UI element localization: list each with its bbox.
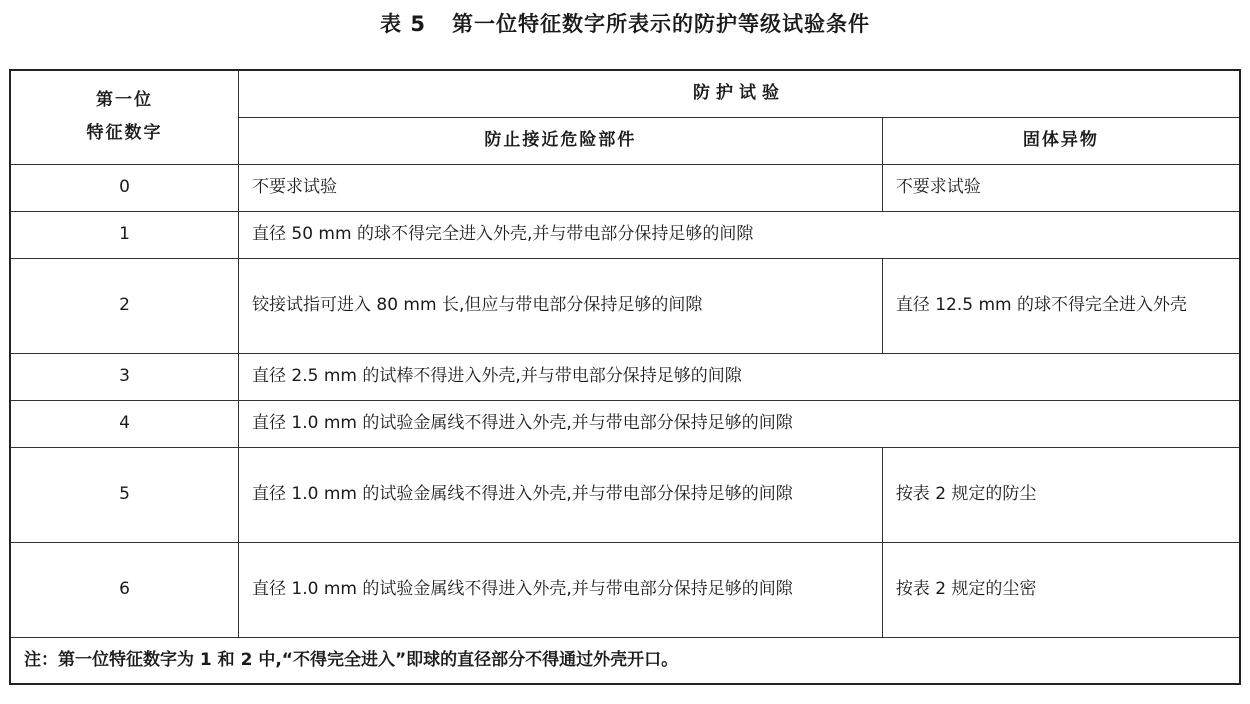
note-row [10, 637, 1240, 684]
table-row [10, 164, 1240, 211]
hazardous-cell: 不要求试验 [238, 164, 882, 211]
table-row [10, 400, 1240, 447]
solid-cell: 直径 12.5 mm 的球不得完全进入外壳 [882, 258, 1240, 353]
hazardous-cell: 直径 1.0 mm 的试验金属线不得进入外壳,并与带电部分保持足够的间隙 [238, 542, 882, 637]
digit-cell: 2 [10, 258, 238, 353]
digit-cell: 1 [10, 211, 238, 258]
digit-cell: 3 [10, 353, 238, 400]
table-row [10, 353, 1240, 400]
merged-cell: 直径 50 mm 的球不得完全进入外壳,并与带电部分保持足够的间隙 [238, 211, 1240, 258]
table-note: 注：第一位特征数字为 1 和 2 中,“不得完全进入”即球的直径部分不得通过外壳开口。 [10, 637, 1240, 684]
table-title: 第一位特征数字所表示的防护等级试验条件 [451, 12, 870, 36]
hazardous-cell: 铰接试指可进入 80 mm 长,但应与带电部分保持足够的间隙 [238, 258, 882, 353]
table-number: 表 5 [380, 12, 426, 36]
table-row [10, 258, 1240, 353]
header-hazardous-parts: 防止接近危险部件 [238, 117, 882, 164]
solid-cell: 按表 2 规定的尘密 [882, 542, 1240, 637]
digit-cell: 6 [10, 542, 238, 637]
header-first-digit [10, 70, 238, 164]
merged-cell: 直径 2.5 mm 的试棒不得进入外壳,并与带电部分保持足够的间隙 [238, 353, 1240, 400]
merged-cell: 直径 1.0 mm 的试验金属线不得进入外壳,并与带电部分保持足够的间隙 [238, 400, 1240, 447]
table-row [10, 542, 1240, 637]
table-caption [0, 8, 1250, 38]
digit-cell: 4 [10, 400, 238, 447]
header-solid-objects: 固体异物 [882, 117, 1240, 164]
protection-test-table [9, 69, 1241, 685]
solid-cell: 不要求试验 [882, 164, 1240, 211]
table-row [10, 211, 1240, 258]
header-protection-test: 防护试验 [238, 70, 1240, 117]
solid-cell: 按表 2 规定的防尘 [882, 447, 1240, 542]
hazardous-cell: 直径 1.0 mm 的试验金属线不得进入外壳,并与带电部分保持足够的间隙 [238, 447, 882, 542]
table-row [10, 447, 1240, 542]
digit-cell: 5 [10, 447, 238, 542]
header-first-digit-line2: 特征数字 [86, 123, 163, 144]
header-first-digit-line1: 第一位 [95, 90, 153, 111]
digit-cell: 0 [10, 164, 238, 211]
